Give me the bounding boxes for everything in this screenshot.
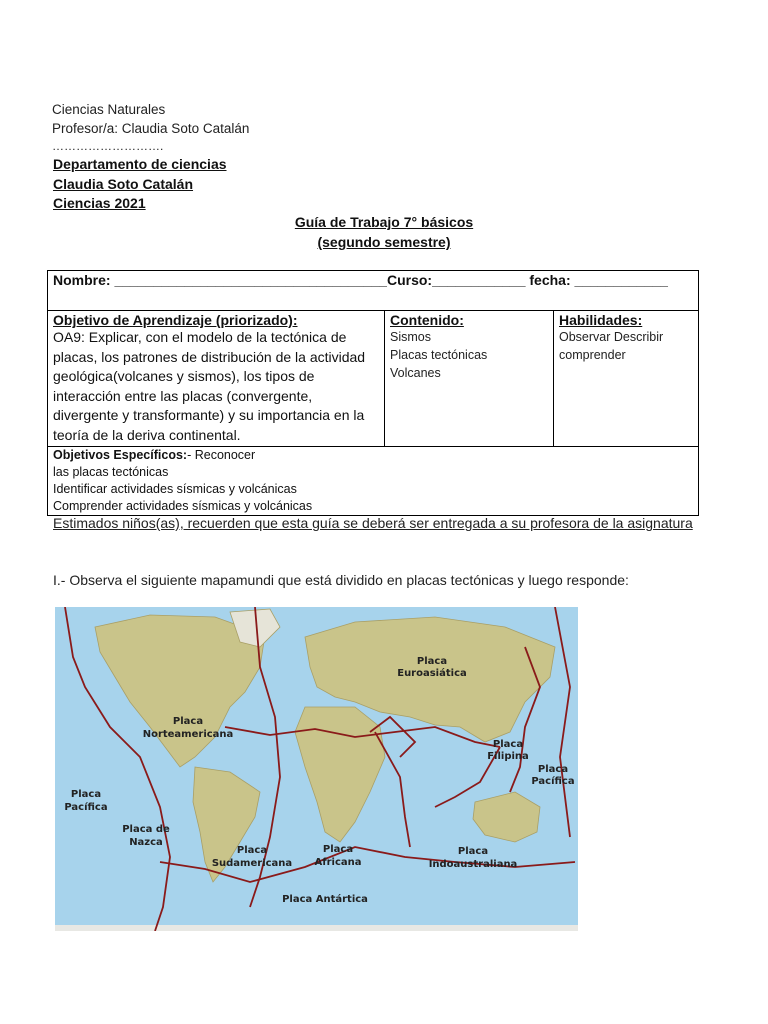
label-africana-1: Placa <box>322 844 354 855</box>
label-sudamericana-1: Placa <box>236 845 268 856</box>
label-euroasiatica-1: Placa <box>416 656 448 667</box>
label-indoaustraliana-2: Indoaustraliana <box>428 859 518 870</box>
department-heading: Departamento de ciencias <box>53 156 227 172</box>
label-pacifica-east-1: Placa <box>537 764 569 775</box>
label-filipina-1: Placa <box>492 739 524 750</box>
content-item: Volcanes <box>390 366 441 380</box>
specific-objective-item: Comprender actividades sísmicas y volcánicas <box>53 499 313 513</box>
label-indoaustraliana-1: Placa <box>457 846 489 857</box>
label-nazca-2: Nazca <box>129 837 163 848</box>
content-item: Placas tectónicas <box>390 348 488 362</box>
dotted-line: ………………………. <box>52 139 164 153</box>
specific-objective-item: Identificar actividades sísmicas y volcánicas <box>53 482 297 496</box>
label-norteamericana-1: Placa <box>172 716 204 727</box>
antarctica-landmass <box>55 925 578 931</box>
subject-line: Ciencias Naturales <box>52 102 166 117</box>
guide-subtitle: (segundo semestre) <box>317 234 451 250</box>
teacher-heading: Claudia Soto Catalán <box>53 176 194 192</box>
instruction-text: I.- Observa el siguiente mapamundi que está dividido en placas tectónicas y luego responde: <box>53 572 629 588</box>
label-euroasiatica-2: Euroasiática <box>397 668 467 679</box>
label-pacifica-west-1: Placa <box>70 789 102 800</box>
skills-cell <box>554 311 699 447</box>
world-map-svg <box>55 607 578 931</box>
specific-objective-item: las placas tectónicas <box>53 465 169 479</box>
guide-form-table <box>47 270 699 516</box>
objective-text: OA9: Explicar, con el modelo de la tectónica de placas, los patrones de distribución de la actividad geológica(volcanes y sismos), los tipos de interacción entre las placas (convergente, divergente y transformante) y su importancia en la teoría de la deriva continental. <box>53 329 366 443</box>
specific-objectives-header: Objetivos Específicos: <box>53 448 188 462</box>
label-norteamericana-2: Norteamericana <box>142 729 234 740</box>
skills-text: Observar Describir comprender <box>559 330 664 362</box>
tectonic-plates-map <box>55 607 578 931</box>
teacher-line: Profesor/a: Claudia Soto Catalán <box>52 121 250 136</box>
label-sudamericana-2: Sudamericana <box>211 858 293 869</box>
guide-title: Guía de Trabajo 7° básicos <box>294 214 474 230</box>
label-pacifica-west-2: Pacífica <box>64 802 108 813</box>
label-africana-2: Africana <box>314 857 362 868</box>
content-cell <box>385 311 554 447</box>
objective-header: Objetivo de Aprendizaje (priorizado): <box>53 312 298 328</box>
specific-objectives-cell <box>48 447 699 516</box>
content-header: Contenido: <box>390 312 464 328</box>
year-heading: Ciencias 2021 <box>53 195 146 211</box>
label-pacifica-east-2: Pacífica <box>531 776 575 787</box>
skills-header: Habilidades: <box>559 312 643 328</box>
reminder-note: Estimados niños(as), recuerden que esta guía se deberá ser entregada a su profesora de la asignatura <box>53 515 693 531</box>
label-filipina-2: Filipina <box>487 751 529 762</box>
label-antartica: Placa Antártica <box>282 894 368 905</box>
specific-objective-first: - Reconocer <box>187 448 256 462</box>
objective-cell <box>48 311 385 447</box>
name-course-date-row[interactable]: Nombre: ___________________________________Curso:____________ fecha: ____________ <box>48 271 699 311</box>
label-nazca-1: Placa de <box>122 824 170 835</box>
content-item: Sismos <box>390 330 431 344</box>
